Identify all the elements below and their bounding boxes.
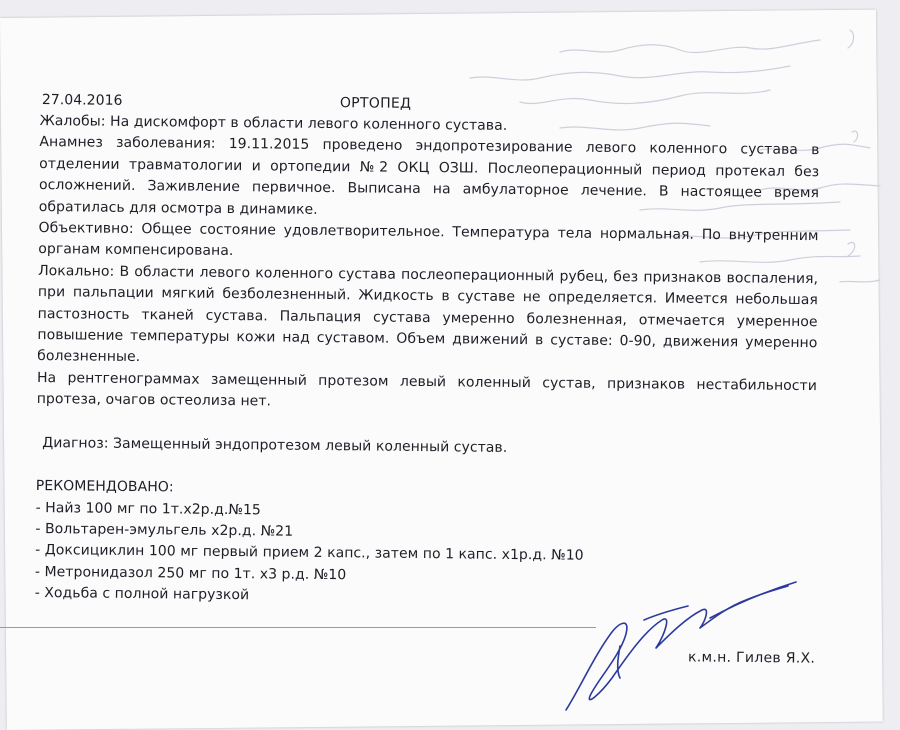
recommendation-item: - Ходьба с полной нагрузкой (34, 585, 250, 604)
scan-edge-line (0, 627, 596, 628)
recommendations-title: РЕКОМЕНДОВАНО: (35, 478, 174, 496)
doctor-name: к.м.н. Гилев Я.Х. (687, 649, 816, 667)
specialty-title: ОРТОПЕД (339, 95, 412, 112)
recommendation-item: - Вольтарен-эмульгель х2р.д. №21 (35, 520, 294, 540)
recommendation-item: - Найз 100 мг по 1т.х2р.д.№15 (35, 499, 262, 518)
local-status: Локально: В области левого коленного сустава послеоперационный рубец, без признаков воспаления, при пальпации мягкий безболезненный. Жидкость в суставе не определяется. Имеется небольшая пастозность тканей сустава. Пальпация сустава умеренно болезненная, отмечается умеренное повышение температуры кожи над суставом. Объем движений в суставе: 0-90, движения умеренно болезненные. (37, 262, 819, 366)
recommendation-item: - Доксициклин 100 мг первый прием 2 капс., затем по 1 капс. х1р.д. №10 (35, 542, 584, 565)
objective-status: Объективно: Общее состояние удовлетворительное. Температура тела нормальная. По внутренним органам компенсирована. (38, 220, 819, 260)
recommendation-item: - Метронидазол 250 мг по 1т. х3 р.д. №10 (34, 563, 347, 583)
xray-findings: На рентгенограммах замещенный протезом левый коленный сустав, признаков нестабильности протеза, очагов остеолиза нет. (36, 369, 818, 410)
document-body (35, 90, 820, 613)
visit-date: 27.04.2016 (41, 92, 123, 109)
complaints: Жалобы: На дискомфорт в области левого коленного сустава. (39, 112, 508, 134)
diagnosis: Диагноз: Замещенный эндопротезом левый коленный сустав. (42, 434, 508, 456)
anamnesis: Анамнез заболевания: 19.11.2015 проведено эндопротезирование левого коленного сустава в отделении травматологии и ортопедии №2 ОКЦ ОЗШ. Послеоперационный период протекал без осложнений. Заживление первичное. Выписана на амбулаторное лечение. В настоящее время обратилась для осмотра в динамике. (38, 134, 820, 218)
handwritten-signature (560, 560, 820, 720)
